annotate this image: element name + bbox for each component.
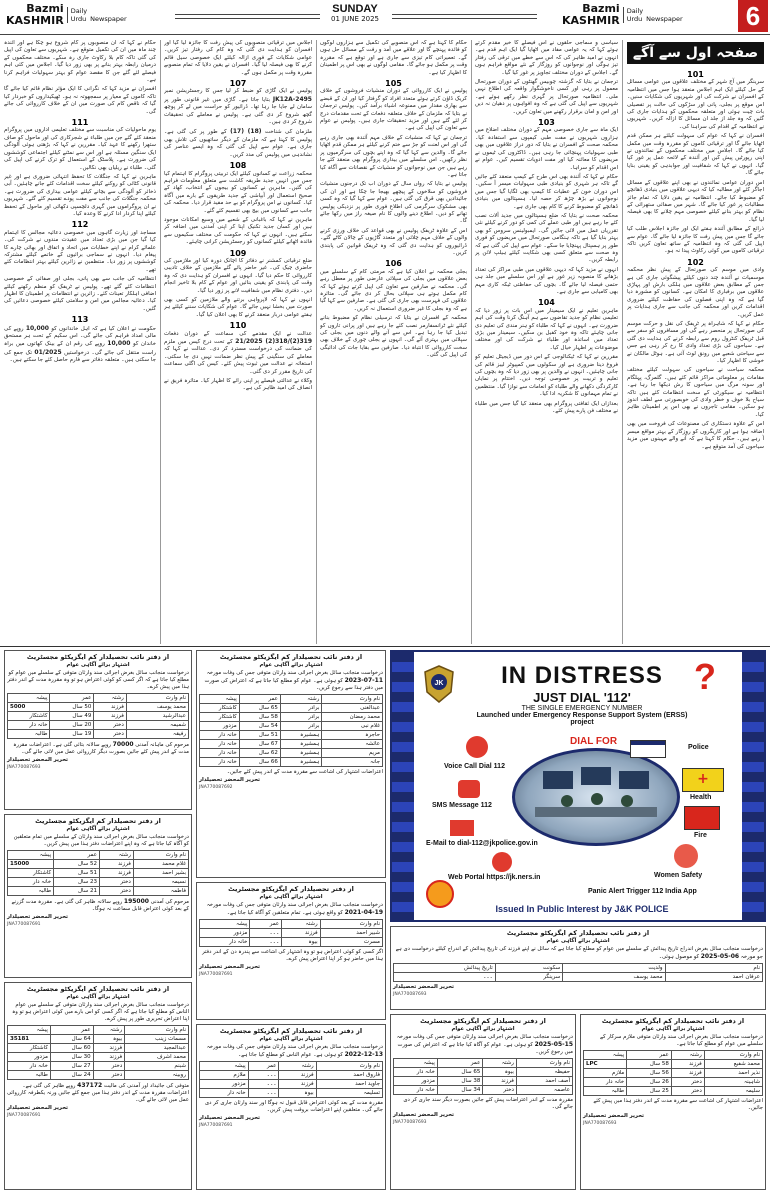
notice-title: اشتہار برائے آگاہی عوام	[546, 938, 610, 944]
email-label: E-Mail to dial-112@jkpolice.gov.in	[426, 840, 538, 847]
notice-ref: JNA770087693	[7, 765, 41, 770]
health-label: Health	[690, 794, 712, 801]
notice-total: 70000	[112, 741, 134, 748]
ad-subtitle: JUST DIAL '112'	[533, 690, 631, 705]
heirs-table: نام وارث رشتہ عمر پیشہ مسمات زینب بیوہ 64 سال 35181 عبدالمجید فرزند 60 سال کاشتکار محمد اشرف فرزند 30 سال مزدور شبنم دختر 27 سال خانہ دار روبینہ دختر 24 سال طالبہ	[7, 1025, 189, 1080]
women-safety-label: Women Safety	[654, 872, 703, 879]
notice-ref: JNA770087693	[393, 992, 427, 997]
amount-2: 10,000	[107, 340, 131, 348]
notice-signature: تحریر المحضر تحصیلدار	[393, 984, 455, 990]
notice-signature: تحریر المحضر تحصیلدار	[7, 1105, 69, 1111]
notice-signature: تحریر المحضر تحصیلدار	[583, 1113, 645, 1119]
ad-title: IN DISTRESS	[501, 662, 663, 689]
ad-stripe-right	[742, 652, 764, 920]
phone-icon	[466, 736, 488, 758]
notice-signature: تحریر المحضر تحصیلدار	[199, 1115, 261, 1121]
article-number: 109	[229, 248, 247, 258]
ad-line-2: Launched under Emergency Response Support System (ERSS) project	[476, 712, 688, 726]
notice-ref: JNA770087693	[583, 1121, 617, 1126]
masthead-center	[320, 3, 390, 23]
notice-title: اشتہار برائے آگاہی عوام	[66, 662, 130, 668]
brand-name-1: Bazmi	[26, 2, 64, 15]
article-number: 107	[229, 79, 247, 89]
notice-date: 19-04-2021	[344, 909, 383, 916]
question-mark-icon: ?	[694, 656, 716, 697]
brand-sub-3-right: Newspaper	[646, 15, 683, 23]
notice-title: اشتہار برائے آگاہی عوام	[259, 1036, 323, 1042]
masthead	[0, 0, 770, 35]
heirs-table: نام وارث رشتہ عمر پیشہ غلام محمد فرزند 52 سال 15000 بشیر احمد فرزند 51 سال کاشتکار نسیمہ دختر 23 سال خانہ دار فاطمہ دختر 21 سال طالبہ	[7, 850, 189, 896]
email-icon	[450, 820, 474, 836]
birth-table: نام ولدیت سکونت تاریخ پیدائش عرفان احمد محمد یوسف سرینگر ۔۔۔	[393, 963, 763, 982]
notice-ref: JNA770087692	[199, 785, 233, 790]
vehicle-number: JK12A-2495	[272, 95, 312, 103]
heirs-table: نام وارث رشتہ عمر پیشہ محمد یوسف فرزند 50 سال 5000 عبدالرشید فرزند 49 سال کاشتکار شمیمہ دختر 20 سال خانہ دار رفیقہ دختر 19 سال طالبہ	[7, 693, 189, 739]
portal-label: Web Portal https://jk.ners.in	[448, 874, 541, 881]
notice-date: 15-05-2025	[534, 1041, 573, 1048]
legal-notice-6: از دفتر نائب تحصیلدار کم ایگزیکٹو مجسٹریٹ اشتہار برائے آگاہی عوام درخواست منجانب سائل بغرض اجرائی سند وارثان متوفی جس کی وفات مورخہ 13-12-2022 کو ہوئی ہے۔ عوام الناس کو مطلع کیا جاتا ہے۔ نام وارث رشتہ عمر پیشہ فاروق احمد فرزند ۔۔۔ ملازم جاوید احمد فرزند ۔۔۔ مزدور تسلیمہ بیوہ ۔۔۔ خانہ دار مقررہ مدت کے بعد کوئی اعتراض قابل قبول نہ ہوگا اور سند وارثان جاری کر دی جائے گی۔ متعلقین اپنے اعتراضات بروقت پیش کریں۔ تحریر المحضر تحصیلدار JNA770087691	[196, 1024, 386, 1190]
masthead-rule-right	[392, 14, 537, 19]
notice-ref: JNA770087691	[199, 972, 233, 977]
amount-1: 10,000	[25, 324, 49, 332]
article-column-2: سیاسی و سماجی حلقوں نے اس فیصلے کا خیر مقدم کرتے ہوئے کہا کہ یہ عوامی مفاد میں اٹھایا گیا ایک اہم قدم ہے۔ انہوں نے امید ظاہر کی کہ اس سے خطے میں ترقی کی رفتار تیز ہوگی اور نوجوانوں کو روزگار کے نئے مواقع فراہم ہوں گے۔ اجلاس کے دوران مختلف تجاویز پر غور کیا گیا۔ ترجمان نے بتایا کہ گزشتہ چوبیس گھنٹوں کے دوران صورتحال معمول پر رہی اور کسی ناخوشگوار واقعہ کی اطلاع نہیں ملی۔ انتظامیہ صورتحال پر گہری نظر رکھے ہوئے ہے۔ شہریوں سے اپیل کی گئی ہے کہ وہ افواہوں پر دھیان نہ دیں اور امن و امان برقرار رکھنے میں تعاون کریں۔ 103 ایک ماہ سے جاری خصوصی مہم کے دوران مختلف اضلاع میں ہزاروں شہریوں نے مفت طبی کیمپوں سے استفادہ کیا۔ محکمہ صحت کے افسران نے بتایا کہ دور دراز علاقوں میں بھی طبی سہولیات پہنچائی جا رہی ہیں۔ ڈاکٹروں کی ٹیموں نے مریضوں کا معائنہ کیا اور مفت ادویات تقسیم کیں۔ عوام نے اس اقدام کو سراہا۔ حکام نے کہا کہ آئندہ بھی اس طرح کے کیمپ منعقد کئے جائیں گے تاکہ ہر شہری کو بنیادی طبی سہولیات میسر آ سکیں۔ اس دوران خون کے عطیات کا کیمپ بھی لگایا گیا جس میں نوجوانوں نے بڑھ چڑھ کر حصہ لیا۔ ہسپتالوں میں بنیادی ڈھانچے کو مضبوط کرنے کا کام بھی جاری ہے۔ محکمہ صحت نے بتایا کہ ضلع ہسپتالوں میں جدید آلات نصب کئے جا رہے ہیں اور طبی عملے کی کمی کو دور کرنے کیلئے نئی تقرریاں عمل میں لائی جائیں گی۔ ایمبولینس سروس کو بھی بہتر بنایا گیا ہے تاکہ ہنگامی صورتحال میں مریضوں کو فوری طور پر ہسپتال پہنچایا جا سکے۔ عوام سے اپیل کی گئی ہے کہ وہ صحت سے متعلق کسی بھی شکایت کیلئے ہیلپ لائن پر رابطہ کریں۔ انہوں نے مزید کہا کہ دیہی علاقوں میں طبی مراکز کی تعداد بڑھانے کا منصوبہ زیر غور ہے اور اس سلسلے میں جلد ہی حتمی فیصلہ لیا جائے گا۔ بچوں کی حفاظتی ٹیکہ کاری مہم بھی کامیابی سے جاری ہے۔ 104 ماہرین تعلیم نے ایک سیمینار میں اس بات پر زور دیا کہ تعلیمی نظام کو جدید تقاضوں سے ہم آہنگ کرنا وقت کی اہم ضرورت ہے۔ انہوں نے کہا کہ طلباء کو ہنر مندی کی تعلیم دی جانی چاہئے تاکہ وہ خود کفیل بن سکیں۔ سیمینار میں بڑی تعداد میں اساتذہ اور طلباء نے شرکت کی اور مختلف موضوعات پر اظہار خیال کیا۔ مقررین نے کہا کہ ٹیکنالوجی کے اس دور میں ڈیجیٹل تعلیم کو فروغ دینا ضروری ہے اور سکولوں میں کمپیوٹر لیبز قائم کی جانی چاہئیں۔ انہوں نے والدین پر بھی زور دیا کہ وہ بچوں کی تعلیم و تربیت پر خصوصی توجہ دیں۔ اختتام پر نمایاں کارکردگی دکھانے والے طلباء کو انعامات سے نوازا گیا۔ منتظمین نے تمام مہمانوں کا شکریہ ادا کیا۔ بعدازاں ایک ثقافتی پروگرام بھی منعقد کیا گیا جس میں طلباء نے مختلف فن پارے پیش کئے۔	[475, 40, 618, 415]
notice-signature: تحریر المحضر تحصیلدار	[7, 914, 69, 920]
web-icon	[492, 852, 512, 872]
ambulance-icon: +	[682, 768, 724, 792]
column-divider	[622, 40, 623, 644]
article-column-3: حکام کا کہنا ہے کہ اس منصوبے کی تکمیل سے ہزاروں لوگوں کو فائدہ پہنچے گا اور علاقے میں آمد و رفت کے مسائل حل ہوں گے۔ تعمیراتی کام تیزی سے جاری ہے اور توقع ہے کہ مقررہ وقت پر مکمل ہو جائے گا۔ مقامی لوگوں نے بھی اس پر اطمینان کا اظہار کیا ہے۔ 105 پولیس نے ایک کارروائی کے دوران منشیات فروشوں کے خلاف کریک ڈاؤن کرتے ہوئے متعدد افراد کو گرفتار کیا اور ان کے قبضے سے بھاری مقدار میں ممنوعہ اشیاء برآمد کیں۔ پولیس ترجمان نے بتایا کہ ملزمان کے خلاف متعلقہ دفعات کے تحت مقدمات درج کر لئے گئے ہیں اور مزید تحقیقات جاری ہیں۔ پولیس نے عوام سے تعاون کی اپیل کی ہے۔ ترجمان نے کہا کہ منشیات کے خلاف مہم آئندہ بھی جاری رہے گی اور اس لعنت کو جڑ سے ختم کرنے کیلئے ہر ممکن قدم اٹھایا جائے گا۔ والدین سے کہا گیا کہ وہ اپنے بچوں کی سرگرمیوں پر نظر رکھیں۔ اس سلسلے میں بیداری پروگرام بھی منعقد کئے جا رہے ہیں جن میں نوجوانوں کو منشیات کے نقصانات سے آگاہ کیا جاتا ہے۔ پولیس نے بتایا کہ رواں سال کے دوران اب تک درجنوں منشیات فروشوں کو سلاخوں کے پیچھے بھیجا جا چکا ہے اور ان کی جائیدادیں بھی قرق کی گئی ہیں۔ عوام سے کہا گیا کہ وہ کسی بھی مشکوک سرگرمی کی اطلاع فوری طور پر نزدیکی پولیس تھانے کو دیں۔ اطلاع دینے والوں کا نام صیغہ راز میں رکھا جائے گا۔ اس کے علاوہ ٹریفک پولیس نے بھی قواعد کی خلاف ورزی کرنے والوں کے خلاف مہم چلائی اور متعدد گاڑیوں کے چالان کاٹے گئے۔ ڈرائیوروں کو ہدایت دی گئی کہ وہ ٹریفک قوانین کی پابندی کریں۔ 106 بجلی محکمہ نے اعلان کیا ہے کہ مرمتی کام کے سلسلے میں بعض علاقوں میں بجلی کی سپلائی عارضی طور پر معطل رہے گی۔ محکمہ نے صارفین سے تعاون کی اپیل کرتے ہوئے کہا کہ کام مکمل ہوتے ہی سپلائی بحال کر دی جائے گی۔ متاثرہ علاقوں کی فہرست بھی جاری کی گئی ہے۔ صارفین سے کہا گیا ہے کہ وہ بجلی کا غیر ضروری استعمال نہ کریں۔ محکمہ کے افسران نے بتایا کہ ترسیلی نظام کو مضبوط بنانے کیلئے نئے ٹرانسفارمر نصب کئے جا رہے ہیں اور پرانی تاروں کو تبدیل کیا جا رہا ہے۔ اس سے آنے والے دنوں میں بجلی کی سپلائی میں بہتری آئے گی۔ انہوں نے بجلی چوری کے خلاف بھی سخت کارروائی کا انتباہ دیا۔ صارفین سے بقایا جات کی ادائیگی کی اپیل کی گئی۔	[320, 40, 467, 359]
article-number: 113	[71, 315, 89, 325]
date-label: 01 JUNE 2025	[330, 15, 380, 23]
heirs-table: نام وارث رشتہ عمر پیشہ محمد شفیع فرزند 58 سال LPC نذیر احمد فرزند 56 سال ملازم شاہینہ دختر 26 سال خانہ دار سلیمہ دختر 25 سال طالبہ	[583, 1050, 763, 1096]
column-divider	[160, 40, 161, 644]
notice-amount: 35181	[8, 1035, 51, 1044]
notice-total: 195000	[123, 898, 149, 905]
day-label: SUNDAY	[332, 3, 378, 15]
notice-title: اشتہار برائے آگاہی عوام	[641, 1026, 705, 1032]
article-column-4: اجلاس میں ترقیاتی منصوبوں کی پیش رفت کا جائزہ لیا گیا اور افسران کو ہدایت دی گئی کہ وہ کام کی رفتار تیز کریں۔ عوامی شکایات کے فوری ازالہ کیلئے ایک خصوصی سیل قائم کرنے کا بھی فیصلہ لیا گیا۔ افسران نے یقین دلایا کہ تمام منصوبے مقررہ وقت پر مکمل ہوں گے۔ 107 پولیس نے ایک گاڑی کو ضبط کر لیا جس کا رجسٹریشن نمبر JK12A-2495 بتایا جاتا ہے۔ گاڑی میں غیر قانونی طور پر سامان لے جایا جا رہا تھا۔ ڈرائیور کو حراست میں لے کر پوچھ گچھ شروع کر دی گئی ہے۔ پولیس نے معاملے کی تحقیقات شروع کر دی ہیں۔ ملزمان کی شناخت (18) (17) کے طور پر کی گئی ہے۔ پولیس کا کہنا ہے کہ ملزمان کے دیگر ساتھیوں کی تلاش بھی جاری ہے۔ عوام سے اپیل کی گئی کہ وہ ایسے عناصر کی نشاندہی میں پولیس کی مدد کریں۔ 108 محکمہ زراعت نے کسانوں کیلئے ایک تربیتی پروگرام کا اہتمام کیا جس میں انہیں جدید طریقہ کاشت سے متعلق معلومات فراہم کی گئیں۔ ماہرین نے کسانوں کو بیجوں کے انتخاب، کھاد کے صحیح استعمال اور آبپاشی کے جدید طریقوں کے بارے میں آگاہ کیا۔ کسانوں نے اس پروگرام کو بے حد مفید قرار دیا۔ محکمہ کی جانب سے کسانوں میں بیج بھی تقسیم کئے گئے۔ ماہرین نے کہا کہ باغبانی کے شعبے میں وسیع امکانات موجود ہیں اور کسان جدید تکنیک اپنا کر اپنی آمدنی میں اضافہ کر سکتے ہیں۔ انہوں نے کہا کہ حکومت کی مختلف سکیموں سے فائدہ اٹھانے کیلئے کسانوں کو رجسٹریشن کرانی چاہئے۔ 109 ضلع ترقیاتی کمشنر نے دفاتر کا اچانک دورہ کیا اور ملازمین کی حاضری چیک کی۔ غیر حاضر پائے گئے ملازمین کے خلاف تادیبی کارروائی کا حکم دیا گیا۔ انہوں نے افسران کو ہدایت دی کہ وہ وقت کی پابندی کو یقینی بنائیں اور عوام کے کام بلا تاخیر انجام دیں۔ دفتری نظام میں شفافیت لانے پر زور دیا گیا۔ انہوں نے کہا کہ لاپرواہی برتنے والے ملازمین کو کسی بھی صورت میں بخشا نہیں جائے گا۔ عوام کی شکایات سننے کیلئے ہر ہفتے عوامی دربار منعقد کرنے کا بھی اعلان کیا گیا۔ 110 عدالت نے ایک مقدمے کی سماعت کے دوران دفعات 319(2)/318(2) 21/2025 کے تحت درج کیس میں ملزم کی ضمانت کی درخواست مسترد کر دی۔ عدالت نے کہا کہ معاملے کی سنگینی کے پیش نظر ضمانت نہیں دی جا سکتی۔ استغاثہ نے عدالت میں ثبوت پیش کئے۔ کیس کی اگلی سماعت کی تاریخ مقرر کر دی گئی۔ وکلاء نے عدالتی فیصلے پر اپنی رائے کا اظہار کیا۔ متاثرہ فریق نے انصاف کی امید ظاہر کی ہے۔	[164, 40, 312, 392]
legal-notice-7: از دفتر نائب تحصیلدار کم ایگزیکٹو مجسٹریٹ اشتہار برائے آگاہی عوام درخواست منجانب سائل بغرض اندراج تاریخ پیدائش کے سلسلے میں عوام کو مطلع کیا جاتا ہے کہ سائل نے اپنے فرزند کی تاریخ پیدائش کے اندراج کیلئے درخواست دی ہے جو مورخہ 06-05-2025 کو موصول ہوئی۔ نام ولدیت سکونت تاریخ پیدائش عرفان احمد محمد یوسف سرینگر ۔۔۔ تحریر المحضر تحصیلدار JNA770087693	[390, 926, 766, 1010]
article-number: 108	[229, 161, 247, 171]
emergency-112-ad	[390, 650, 766, 922]
women-safety-icon	[674, 844, 698, 868]
heirs-table: نام وارث رشتہ عمر پیشہ عبدالغنی برادر 65 سال کاشتکار محمد رمضان برادر 58 سال کاشتکار غلام نبی برادر 54 سال مزدور حاجرہ ہمشیرہ 51 سال خانہ دار عائشہ ہمشیرہ 67 سال خانہ دار مریم ہمشیرہ 62 سال خانہ دار جانہ ہمشیرہ 66 سال خانہ دار	[199, 694, 383, 767]
section-divider	[0, 646, 770, 647]
article-column-1: 101 سرینگر میں آج شہر کے مختلف علاقوں میں عوامی مسائل کے حل کیلئے ایک اہم اجلاس منعقد ہوا جس میں انتظامیہ کے افسران نے شرکت کی اور شہریوں کی شکایات سنیں۔ اس موقع پر بجلی، پانی اور سڑکوں کی حالت پر تفصیلی بات چیت ہوئی اور متعلقہ محکموں کو ہدایات جاری کی گئیں کہ وہ جلد از جلد ان مسائل کا ازالہ کریں۔ شہریوں نے انتظامیہ کے اقدام کی سراہنا کی۔ افسران نے کہا کہ عوام کی سہولت کیلئے ہر ممکن قدم اٹھایا جائے گا اور ترقیاتی کاموں کو مقررہ وقت میں مکمل کیا جائے گا۔ اجلاس میں مختلف محکموں کے نمائندوں نے اپنی رپورٹیں پیش کیں اور آئندہ کے لائحہ عمل پر غور کیا گیا۔ انہوں نے کہا کہ شفافیت اور جوابدہی کو یقینی بنایا جائے گا۔ اس دوران عوامی نمائندوں نے بھی اپنے علاقوں کے مسائل اجاگر کئے اور مطالبہ کیا کہ دیہی علاقوں میں بنیادی ڈھانچے کو مضبوط کیا جائے۔ انتظامیہ نے یقین دلایا کہ تمام جائز مطالبات پر غور کیا جائے گا۔ شہر میں صفائی ستھرائی کے نظام کو بہتر بنانے کیلئے خصوصی مہم چلانے کا بھی فیصلہ لیا گیا۔ ذرائع کے مطابق آئندہ ہفتے ایک اور جائزہ اجلاس طلب کیا جائے گا جس میں پیش رفت کا جائزہ لیا جائے گا۔ عوام سے اپیل کی گئی کہ وہ انتظامیہ کے ساتھ تعاون کریں تاکہ ترقیاتی کاموں میں کوئی رکاوٹ پیدا نہ ہو۔ 102 وادی میں موسم کی صورتحال کے پیش نظر محکمہ موسمیات نے آئندہ چند دنوں کیلئے پیشگوئی جاری کی ہے جس کے مطابق بعض علاقوں میں ہلکی بارش اور پہاڑی علاقوں میں برفباری کا امکان ہے۔ کسانوں کو مشورہ دیا گیا ہے کہ وہ اپنی فصلوں کی حفاظت کیلئے ضروری اقدامات کریں اور محکمہ کی جانب سے جاری ہدایات پر عمل کریں۔ حکام نے کہا کہ شاہراہ پر ٹریفک کی نقل و حرکت موسم کی صورتحال پر منحصر رہے گی اور مسافروں کو سفر سے قبل ٹریفک کنٹرول روم سے رابطہ کرنے کی ہدایت دی گئی ہے۔ سیاحوں کی بڑی تعداد وادی کا رخ کر رہی ہے جس سے سیاحتی شعبے میں رونق لوٹ آئی ہے۔ ہوٹل مالکان نے خوشی کا اظہار کیا۔ محکمہ سیاحت نے سیاحوں کی سہولت کیلئے مختلف مقامات پر معلوماتی مراکز قائم کئے ہیں۔ گلمرگ، پہلگام اور سونہ مرگ میں سیاحوں کا رش دیکھا جا رہا ہے۔ انتظامیہ نے سیکورٹی کے سخت انتظامات کئے ہیں تاکہ سیاح بلا خوف و خطر وادی کی خوبصورتی سے لطف اندوز ہو سکیں۔ مقامی تاجروں نے بھی اس پر اطمینان ظاہر کیا۔ اس کے علاوہ دستکاری کی مصنوعات کی فروخت میں بھی اضافہ ہوا ہے اور کاریگروں کو روزگار کے بہتر مواقع میسر آ رہے ہیں۔ حکام کا کہنا ہے کہ آنے والے مہینوں میں مزید سیاحوں کی آمد متوقع ہے۔	[627, 70, 764, 450]
article-number: 111	[71, 118, 89, 128]
article-number: 106	[385, 259, 402, 269]
scheme-date: 01/2025	[34, 348, 62, 356]
fire-truck-icon	[684, 806, 720, 830]
article-number: 105	[385, 79, 402, 89]
notice-signature: تحریر المحضر تحصیلدار	[199, 777, 261, 783]
article-number: 104	[538, 298, 555, 308]
brand-name-1-right: Bazmi	[582, 2, 620, 15]
legal-notice-3: از دفتر نائب تحصیلدار کم ایگزیکٹو مجسٹریٹ اشتہار برائے آگاہی عوام درخواست منجانب سائل بغرض اجرائی سند وارثان متوفی کے سلسلے میں عوام الناس کو مطلع کیا جاتا ہے کہ اگر کسی کو اس بارے میں کوئی اعتراض ہو تو وہ اپنا اعتراض تحریری طور پر پیش کرے۔ نام وارث رشتہ عمر پیشہ مسمات زینب بیوہ 64 سال 35181 عبدالمجید فرزند 60 سال کاشتکار محمد اشرف فرزند 30 سال مزدور شبنم دختر 27 سال خانہ دار روبینہ دختر 24 سال طالبہ متوفی کی جائیداد اور آمدنی کی مالیت 437172 روپے ظاہر کی گئی ہے۔ اعتراضات مقررہ مدت کے اندر دفتر ہذا میں جمع کئے جائیں ورنہ یکطرفہ کارروائی عمل میں لائی جائے گی۔ تحریر المحضر تحصیلدار JNA770087691	[4, 982, 192, 1190]
page-number: 6	[738, 0, 768, 32]
notice-title: اشتہار برائے آگاہی عوام	[259, 662, 323, 668]
notice-signature: تحریر المحضر تحصیلدار	[199, 964, 261, 970]
police-car-icon	[630, 740, 666, 758]
section-title: صفحہ اول سے آگے	[627, 42, 764, 64]
column-divider	[471, 40, 472, 644]
panic-label: Panic Alert Trigger 112 India App	[588, 888, 697, 895]
legal-notice-8: از دفتر تحصیلدار کم ایگزیکٹو مجسٹریٹ اشتہار برائے آگاہی عوام درخواست منجانب سائل بغرض اجرائی سند وارثان متوفی جس کی وفات مورخہ 15-05-2025 کو ہوئی ہے۔ عوام کو آگاہ کیا جاتا ہے کہ اعتراض کی صورت میں رجوع کریں۔ نام وارث رشتہ عمر پیشہ حفیظہ بیوہ 65 سال خانہ دار آصف احمد فرزند 38 سال مزدور عاصمہ دختر 34 سال خانہ دار مقررہ مدت کے اندر اعتراضات پیش کئے جائیں بصورت دیگر سند جاری کر دی جائے گی۔ تحریر المحضر تحصیلدار JNA770087693	[390, 1014, 576, 1190]
brand-name-2: KASHMIR	[6, 14, 64, 27]
police-label: Police	[688, 744, 709, 751]
notice-date: 13-12-2022	[344, 1051, 383, 1058]
notice-signature: تحریر المحضر تحصیلدار	[7, 757, 69, 763]
notice-amount: LPC	[584, 1060, 627, 1069]
masthead-rule-left	[175, 14, 320, 19]
ad-stripe-left	[392, 652, 414, 920]
article-number: 101	[687, 70, 704, 79]
brand-sub-1: Daily	[70, 7, 88, 15]
brand-sub-2: Urdu	[70, 15, 87, 23]
brand-sub-1-right: Daily	[626, 7, 644, 15]
notice-title: اشتہار برائے آگاہی عوام	[259, 894, 323, 900]
article-column-5: حکام نے کہا کہ ان منصوبوں پر کام شروع ہو چکا ہے اور آئندہ چند ماہ میں ان کی تکمیل متوقع ہے۔ شہریوں سے تعاون کی اپیل کی گئی تاکہ کام بلا رکاوٹ جاری رہ سکے۔ مختلف محکموں کے درمیان رابطہ بہتر بنانے پر بھی زور دیا گیا۔ اجلاس میں کئی اہم فیصلے لئے گئے جن کا مقصد عوام کو بہتر سہولیات فراہم کرنا ہے۔ افسران نے مزید کہا کہ نگرانی کا ایک مؤثر نظام قائم کیا جائے گا تاکہ کاموں کے معیار پر سمجھوتہ نہ ہو۔ ٹھیکیداروں کو خبردار کیا گیا کہ ناقص کام کی صورت میں ان کے خلاف کارروائی کی جائے گی۔ 111 یوم ماحولیات کی مناسبت سے مختلف تعلیمی اداروں میں پروگرام منعقد کئے گئے جن میں طلباء نے شجرکاری کی اور ماحول کو صاف ستھرا رکھنے کا عہد کیا۔ مقررین نے کہا کہ بڑھتی ہوئی آلودگی ایک سنگین مسئلہ ہے اور اس سے نمٹنے کیلئے اجتماعی کوششوں کی ضرورت ہے۔ پلاسٹک کے استعمال کو ترک کرنے کی اپیل کی گئی۔ طلباء نے ریلیاں بھی نکالیں۔ ماہرین نے کہا کہ جنگلات کا تحفظ انتہائی ضروری ہے اور غیر قانونی کٹائی کو روکنے کیلئے سخت اقدامات کئے جانے چاہئیں۔ آبی ذخائر کو آلودگی سے بچانے کیلئے عوامی بیداری کی ضرورت ہے۔ محکمہ جنگلات کی جانب سے مفت پودے تقسیم کئے گئے۔ شہریوں نے ان پروگراموں میں گہری دلچسپی دکھائی اور ماحول کے تحفظ کیلئے اپنا کردار ادا کرنے کا وعدہ کیا۔ 112 مساجد اور زیارت گاہوں میں خصوصی دعائیہ مجالس کا اہتمام کیا گیا جن میں بڑی تعداد میں عقیدت مندوں نے شرکت کی۔ علمائے کرام نے اپنے خطابات میں اتحاد و اتفاق اور بھائی چارے کا پیغام دیا۔ انہوں نے سماجی برائیوں کے خاتمے کیلئے مشترکہ کوششوں پر زور دیا۔ منتظمین نے زائرین کیلئے بہتر انتظامات کئے تھے۔ انتظامیہ کی جانب سے بھی پانی، بجلی اور صفائی کے خصوصی انتظامات کئے گئے تھے۔ پولیس نے ٹریفک کو منظم رکھنے کیلئے اضافی اہلکار تعینات کئے۔ زائرین نے انتظامات پر اطمینان کا اظہار کیا۔ دعائیہ مجالس میں امن و سلامتی کیلئے خصوصی دعائیں کی گئیں۔ 113 حکومت نے اعلان کیا ہے کہ اہل خاندانوں کو 10,000 روپے کی مالی امداد فراہم کی جائے گی۔ اس سکیم کے تحت ہر مستحق خاندان کو 10,000 روپے کی رقم ان کے بینک کھاتوں میں براہ راست منتقل کی جائے گی۔ درخواستیں 01/2025 تک جمع کی جا سکتی ہیں۔ متعلقہ دفاتر سے فارم حاصل کئے جا سکتے ہیں۔	[4, 40, 156, 364]
legal-notice-2: از دفتر تحصیلدار کم ایگزیکٹو مجسٹریٹ اشتہار برائے آگاہی عوام درخواست منجانب سائل بغرض اجرائی سند وارثان کے سلسلے میں تمام متعلقین کو آگاہ کیا جاتا ہے کہ وہ اپنے اعتراضات دفتر ہذا میں پیش کریں۔ نام وارث رشتہ عمر پیشہ غلام محمد فرزند 52 سال 15000 بشیر احمد فرزند 51 سال کاشتکار نسیمہ دختر 23 سال خانہ دار فاطمہ دختر 21 سال طالبہ مرحوم کی آمدنی 195000 روپے سالانہ ظاہر کی گئی ہے۔ مقررہ مدت گزرنے کے بعد کوئی اعتراض قابل سماعت نہ ہوگا۔ تحریر المحضر تحصیلدار JNA770087691	[4, 814, 192, 978]
fire-label: Fire	[694, 832, 707, 839]
brand-sub-3: Newspaper	[90, 15, 127, 23]
legal-notice-1: از دفتر نائب تحصیلدار کم ایگزیکٹو مجسٹریٹ اشتہار برائے آگاہی عوام درخواست منجانب سائل بغرض اجرائی سند وارثان متوفی کے سلسلے میں عوام کو مطلع کیا جاتا ہے کہ اگر کسی کو کوئی اعتراض ہو تو وہ مقررہ مدت کے اندر دفتر ہذا میں پیش کرے۔ نام وارث رشتہ عمر پیشہ محمد یوسف فرزند 50 سال 5000 عبدالرشید فرزند 49 سال کاشتکار شمیمہ دختر 20 سال خانہ دار رفیقہ دختر 19 سال طالبہ مرحوم کی ماہانہ آمدنی 70000 روپے سالانہ بتائی گئی ہے۔ اعتراضات مقررہ مدت کے اندر پیش کئے جائیں بصورت دیگر کارروائی عمل میں لائی جائے گی۔ تحریر المحضر تحصیلدار JNA770087693	[4, 650, 192, 810]
jk-police-badge-icon	[422, 664, 456, 704]
brand-sub-2-right: Urdu	[626, 15, 643, 23]
notice-signature: تحریر المحضر تحصیلدار	[393, 1112, 455, 1118]
dial-for-label: DIAL FOR	[570, 736, 618, 747]
heirs-table: نام وارث رشتہ عمر پیشہ فاروق احمد فرزند ۔۔۔ ملازم جاوید احمد فرزند ۔۔۔ مزدور تسلیمہ بیوہ ۔۔۔ خانہ دار	[199, 1061, 383, 1098]
ad-footer: Issued In Public Interest by J&K POLICE	[495, 904, 669, 914]
notice-total: 437172	[77, 1082, 103, 1089]
legal-sections: 319(2)/318(2) 21/2025	[235, 338, 312, 346]
notice-ref: JNA770087693	[393, 1120, 427, 1125]
brand-logo-left	[6, 3, 127, 27]
heirs-table: نام وارث رشتہ عمر پیشہ شبیر احمد فرزند ۔۔۔ مزدور مسرت بیوہ ۔۔۔ خانہ دار	[199, 919, 383, 947]
heirs-table: نام وارث رشتہ عمر پیشہ حفیظہ بیوہ 65 سال خانہ دار آصف احمد فرزند 38 سال مزدور عاصمہ دختر 34 سال خانہ دار	[393, 1058, 573, 1095]
notice-ref: JNA770087691	[7, 1113, 41, 1118]
notice-title: اشتہار برائے آگاہی عوام	[451, 1026, 515, 1032]
column-divider	[316, 40, 317, 644]
article-number: 112	[71, 220, 89, 230]
sms-label: SMS Message 112	[432, 802, 492, 809]
voice-call-label: Voice Call Dial 112	[444, 763, 505, 770]
article-number: 103	[538, 118, 555, 128]
legal-notice-9: از دفتر نائب تحصیلدار کم ایگزیکٹو مجسٹریٹ اشتہار برائے آگاہی عوام درخواست منجانب سائل بغرض اجرائی سند وارثان متوفی ملازم سرکار کے سلسلے میں عوام کو مطلع کیا جاتا ہے۔ نام وارث رشتہ عمر پیشہ محمد شفیع فرزند 58 سال LPC نذیر احمد فرزند 56 سال ملازم شاہینہ دختر 26 سال خانہ دار سلیمہ دختر 25 سال طالبہ اعتراضات اشتہار کی اشاعت سے مقررہ مدت کے اندر دفتر ہذا میں پیش کئے جائیں۔ تحریر المحضر تحصیلدار JNA770087693	[580, 1014, 766, 1190]
notice-title: اشتہار برائے آگاہی عوام	[66, 994, 130, 1000]
notice-ref: JNA770087691	[199, 1123, 233, 1128]
notice-date: 11-07-2023	[344, 677, 383, 684]
notice-date: 06-05-2025	[700, 953, 740, 960]
notice-ref: JNA770087691	[7, 922, 41, 927]
brand-name-2-right: KASHMIR	[562, 14, 620, 27]
legal-notice-4: از دفتر نائب تحصیلدار کم ایگزیکٹو مجسٹریٹ اشتہار برائے آگاہی عوام درخواست منجانب سائل بغرض اجرائی سند وارثان متوفی جس کی وفات مورخہ 11-07-2023 کو ہوئی ہے۔ عوام کو مطلع کیا جاتا ہے کہ اعتراض کی صورت میں دفتر ہذا سے رجوع کریں۔ نام وارث رشتہ عمر پیشہ عبدالغنی برادر 65 سال کاشتکار محمد رمضان برادر 58 سال کاشتکار غلام نبی برادر 54 سال مزدور حاجرہ ہمشیرہ 51 سال خانہ دار عائشہ ہمشیرہ 67 سال خانہ دار مریم ہمشیرہ 62 سال خانہ دار جانہ ہمشیرہ 66 سال خانہ دار اعتراضات اشتہار کی اشاعت سے مقررہ مدت کے اندر پیش کئے جائیں۔ تحریر المحضر تحصیلدار JNA770087692	[196, 650, 386, 878]
sms-icon	[458, 780, 480, 798]
control-room-photo	[512, 748, 680, 846]
article-number: 102	[687, 257, 704, 267]
article-number: 110	[229, 321, 247, 331]
notice-title: اشتہار برائے آگاہی عوام	[66, 826, 130, 832]
notice-amount: 5000	[8, 703, 50, 712]
legal-notice-5: از دفتر تحصیلدار کم ایگزیکٹو مجسٹریٹ اشتہار برائے آگاہی عوام درخواست منجانب سائل بغرض اجرائی سند وارثان متوفی جس کی وفات مورخہ 19-04-2021 کو واقع ہوئی ہے۔ تمام متعلقین کو آگاہ کیا جاتا ہے۔ نام وارث رشتہ عمر پیشہ شبیر احمد فرزند ۔۔۔ مزدور مسرت بیوہ ۔۔۔ خانہ دار اگر کسی کو کوئی اعتراض ہو تو وہ اشتہار کی اشاعت سے پندرہ دن کے اندر دفتر ہذا میں حاضر ہو کر اپنا اعتراض پیش کرے۔ تحریر المحضر تحصیلدار JNA770087691	[196, 882, 386, 1020]
ad-line-1: THE SINGLE EMERGENCY NUMBER	[521, 705, 643, 712]
svg-text:JK: JK	[434, 680, 444, 687]
brand-logo-right	[562, 3, 683, 27]
figures: (18) (17)	[230, 128, 262, 136]
notice-amount: 15000	[8, 860, 54, 869]
